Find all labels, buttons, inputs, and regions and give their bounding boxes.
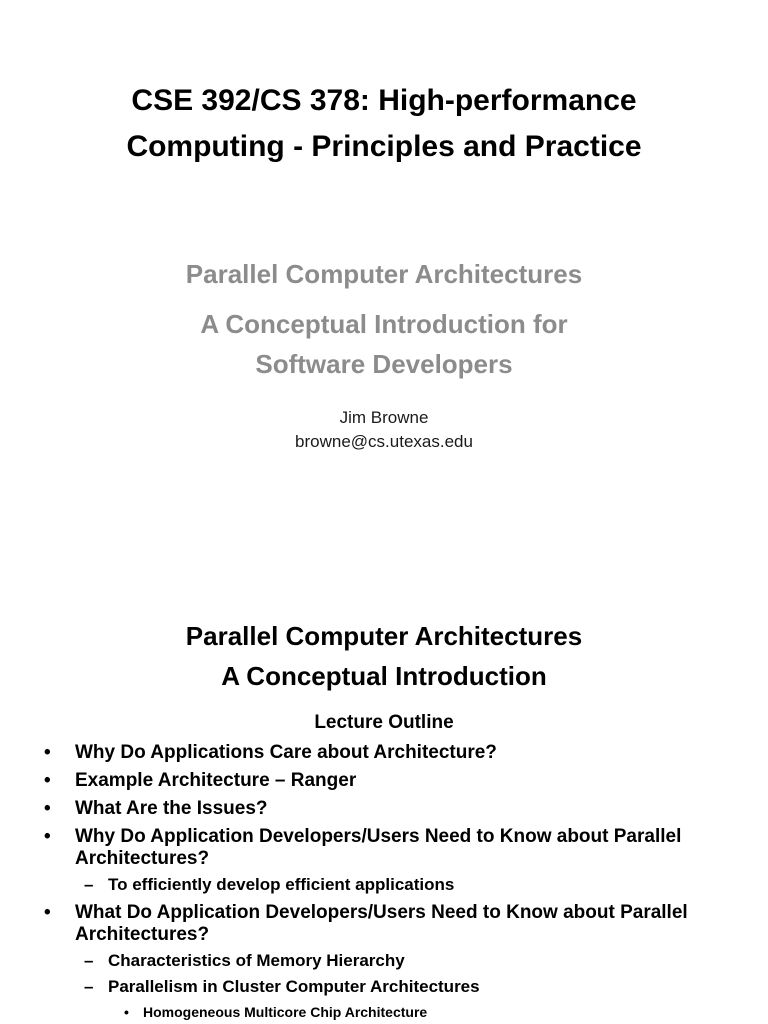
outline-title-line-1: Parallel Computer Architectures <box>185 621 583 651</box>
bullet-icon: • <box>44 798 51 819</box>
outline-heading: Lecture Outline <box>314 712 454 733</box>
outline-item <box>44 770 744 792</box>
subtitle-line-3: Software Developers <box>255 349 513 379</box>
outline-item <box>44 742 744 764</box>
outline-item-text: Parallelism in Cluster Computer Architectures <box>108 977 480 996</box>
bullet-icon: • <box>44 770 51 791</box>
outline-item-text: To efficiently develop efficient applications <box>108 875 455 894</box>
subtitle-line-1: Parallel Computer Architectures <box>185 259 583 289</box>
bullet-icon: • <box>124 1004 129 1020</box>
author-name: Jim Browne <box>339 408 429 427</box>
course-title <box>0 78 768 170</box>
outline-item <box>44 826 744 870</box>
outline-item-text: What Are the Issues? <box>75 798 268 819</box>
subtitle-line-2: A Conceptual Introduction for <box>200 309 568 339</box>
course-title-line-1: CSE 392/CS 378: High-performance <box>131 84 637 117</box>
lecture-subtitle <box>96 254 672 384</box>
outline-item-text: Homogeneous Multicore Chip Architecture <box>143 1004 428 1020</box>
author-info <box>96 406 672 454</box>
outline-list <box>44 736 744 1022</box>
outline-item <box>44 1002 744 1022</box>
outline-title-line-2: A Conceptual Introduction <box>221 661 547 691</box>
outline-item <box>44 950 744 972</box>
outline-item <box>44 902 744 946</box>
bullet-icon: – <box>84 977 94 996</box>
author-email: browne@cs.utexas.edu <box>295 432 473 451</box>
outline-item-text: Example Architecture – Ranger <box>75 770 357 791</box>
bullet-icon: • <box>44 826 51 847</box>
outline-item <box>44 976 744 998</box>
course-title-line-2: Computing - Principles and Practice <box>126 130 642 163</box>
outline-item-text: Characteristics of Memory Hierarchy <box>108 951 405 970</box>
bullet-icon: • <box>44 742 51 763</box>
bullet-icon: – <box>84 951 94 970</box>
outline-slide-title <box>0 616 768 696</box>
outline-item-text: What Do Application Developers/Users Need to Know about Parallel Architectures? <box>75 902 688 945</box>
outline-item-text: Why Do Applications Care about Architecture? <box>75 742 497 763</box>
bullet-icon: • <box>44 902 51 923</box>
outline-item-text: Why Do Application Developers/Users Need to Know about Parallel Architectures? <box>75 826 682 869</box>
outline-item <box>44 798 744 820</box>
outline-item <box>44 874 744 896</box>
bullet-icon: – <box>84 875 94 894</box>
slide-outline <box>0 560 768 1024</box>
